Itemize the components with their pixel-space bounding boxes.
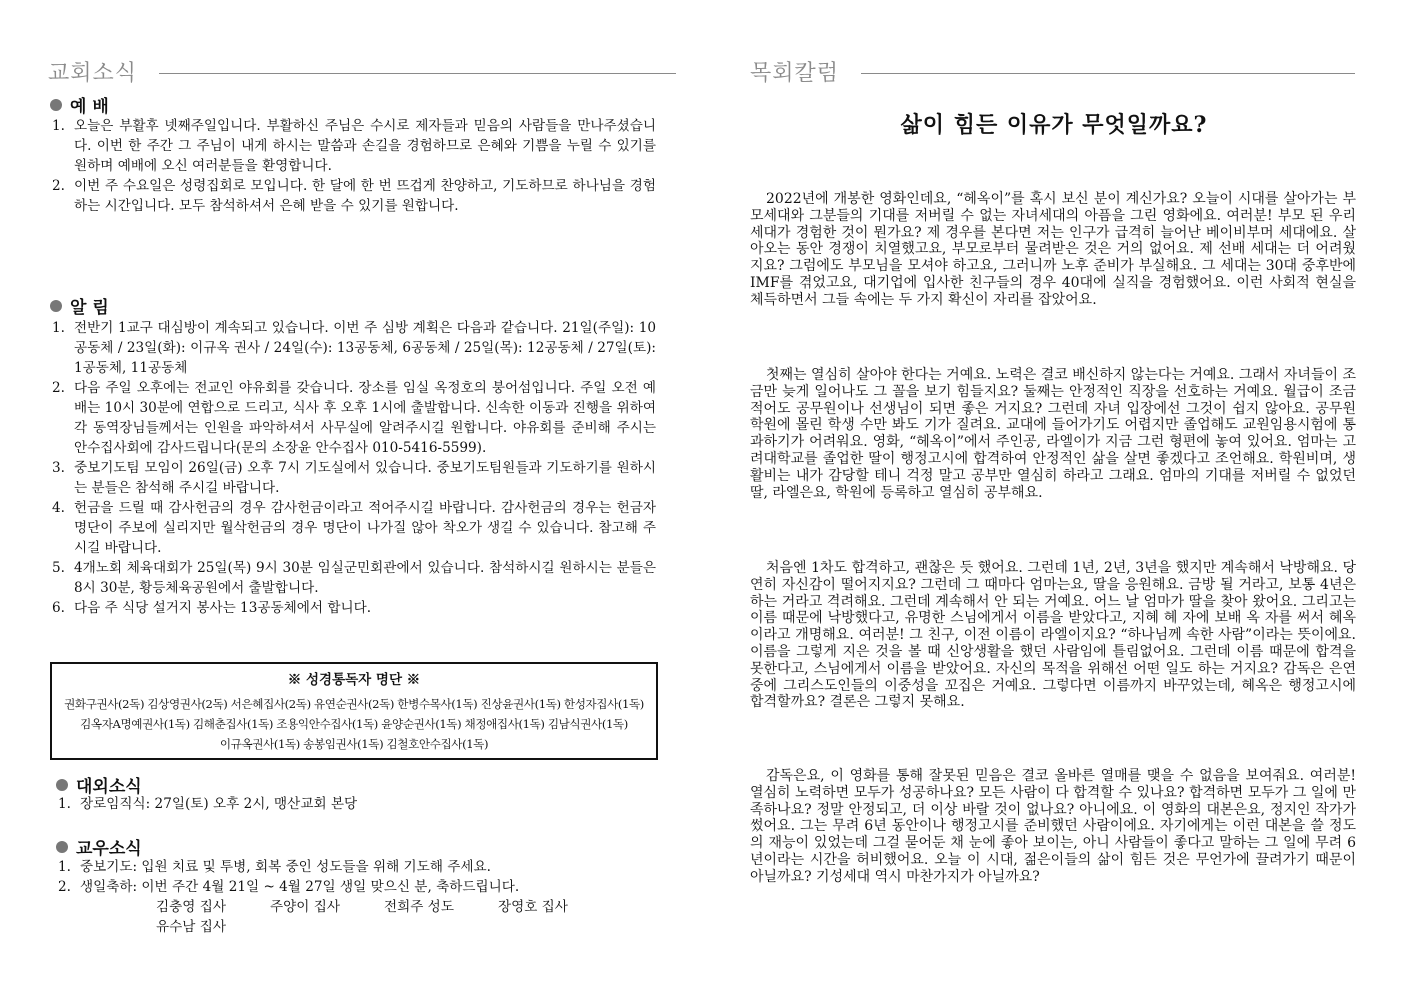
list-item: 1. 전반기 1교구 대심방이 계속되고 있습니다. 이번 주 심방 계획은 다음과 같습니다. 21일(주일): 10공동체 / 23일(화): 이규옥 권사 / 24일(수): 13공동체, 6공동체 / 25일(목): 12공동체 / 27일(토): 1공동체, 11공동체: [52, 320, 656, 376]
bullet-dot-icon: [56, 841, 68, 853]
worship-heading: 예 배: [50, 92, 109, 117]
birthday-names-row: 김충영 집사 주양이 집사 전희주 성도 장영호 집사: [156, 899, 568, 915]
list-item: 1. 장로임직식: 27일(토) 오후 2시, 맹산교회 본당: [58, 796, 358, 812]
pastor-column-header: [750, 54, 1355, 88]
list-item: 2. 생일축하: 이번 주간 4월 21일 ~ 4월 27일 생일 맞으신 분, 축하드립니다.: [58, 879, 520, 895]
column-paragraph: 첫째는 열심히 살아야 한다는 거예요. 노력은 결코 배신하지 않는다는 거예요. 그래서 자녀들이 조금만 늦게 일어나도 그 꼴을 보기 힘들지요? 둘째는 안정적인 직장을 선호하는 거예요. 월급이 조금 적어도 공무원이나 선생님이 되면 좋은 거지요? 그런데 자녀 입장에선 그것이 쉽지 않아요. 공무원 학원에 몰린 학생 수만 봐도 기가 질려요. 교대에 들어가기도 어렵지만 졸업해도 교원임용시험에 통과하기가 어려워요. 영화, “헤옥이”에서 주인공, 라엘이가 지금 그런 형편에 놓여 있어요. 엄마는 고려대학교를 졸업한 딸이 행정고시에 합격하여 안정적인 삶을 살면 좋겠다고 조언해요. 학원비며, 생활비는 내가 감당할 테니 걱정 말고 공부만 열심히 하라고 그래요. 엄마의 기대를 저버릴 수 없었던 딸, 라엘은요, 학원에 등록하고 열심히 공부해요.: [750, 367, 1356, 501]
pastor-column-section-title: 목회칼럼: [750, 60, 840, 86]
header-rule: [159, 73, 676, 74]
notices-list: [50, 318, 656, 618]
members-list: [56, 857, 656, 897]
list-item: 3. 중보기도팀 모임이 26일(금) 오후 7시 기도실에서 있습니다. 중보기도팀원들과 기도하기를 원하시는 분들은 참석해 주시길 바랍니다.: [52, 460, 656, 496]
list-item: 2. 이번 주 수요일은 성령집회로 모입니다. 한 달에 한 번 뜨겁게 찬양하고, 기도하므로 하나님을 경험하는 시간입니다. 모두 참석하셔서 은혜 받을 수 있기를 원합니다.: [52, 178, 656, 214]
list-item: 5. 4개노회 체육대회가 25일(목) 9시 30분 임실군민회관에서 있습니다. 참석하시길 원하시는 분들은 8시 30분, 황등체육공원에서 출발합니다.: [52, 560, 656, 596]
list-item: 6. 다음 주 식당 설거지 봉사는 13공동체에서 합니다.: [52, 600, 372, 616]
list-item: 2. 다음 주일 오후에는 전교인 야유회를 갖습니다. 장소를 임실 옥정호의 붕어섬입니다. 주일 오전 예배는 10시 30분에 연합으로 드리고, 식사 후 오후 1시에 출발합니다. 신속한 이동과 진행을 위하여 각 동역장님들께서는 인원을 파악하셔서 사무실에 알려주시길 원합니다. 야유회를 준비해 주시는 안수집사회에 감사드립니다(문의 소장윤 안수집사 010-5416-5599).: [52, 380, 656, 456]
bible-box-line: 권화구권사(2독) 김상영권사(2독) 서은혜집사(2독) 유연순권사(2독) 한병수목사(1독) 진상윤권사(1독) 한성자집사(1독): [64, 697, 644, 711]
bullet-dot-icon: [56, 779, 68, 791]
bible-reading-box: [50, 662, 658, 760]
bullet-dot-icon: [50, 300, 62, 312]
bible-box-title: ※ 성경통독자 명단 ※: [287, 672, 421, 688]
bible-box-line: 김옥자A명예권사(1독) 김해춘집사(1독) 조용익안수집사(1독) 윤양순권사(1독) 채정애집사(1독) 김남식권사(1독): [80, 717, 628, 731]
header-rule: [861, 73, 1355, 74]
list-item: 1. 오늘은 부활후 넷째주일입니다. 부활하신 주님은 수시로 제자들과 믿음의 사람들을 만나주셨습니다. 이번 한 주간 그 주님이 내게 하시는 말씀과 손길을 경험하므로 은혜와 기쁨을 누릴 수 있기를 원하며 예배에 오신 여러분들을 환영합니다.: [52, 118, 656, 174]
church-news-header: [48, 54, 676, 88]
members-heading: 교우소식: [56, 834, 142, 859]
column-paragraph: 2022년에 개봉한 영화인데요, “헤옥이”를 혹시 보신 분이 계신가요? 오늘이 시대를 살아가는 부모세대와 그분들의 기대를 저버릴 수 없는 자녀세대의 아픔을 그린 영화에요. 여러분! 부모 된 우리 세대가 경험한 것이 뭔가요? 제 경우를 본다면 저는 인구가 급격히 늘어난 베이비부머 세대에요. 살아오는 동안 경쟁이 치열했고요, 부모로부터 물려받은 것은 거의 없어요. 제 선배 세대는 더 어려웠지요? 그럼에도 부모님을 모셔야 하고요, 그러니까 노후 준비가 부실해요. 그 세대는 30대 중후반에 IMF를 겪었고요, 대기업에 입사한 친구들의 경우 40대에 실직을 경험했어요. 이런 사회적 현실을 체득하면서 그들 속에는 두 가지 확신이 자리를 잡았어요.: [750, 191, 1356, 308]
column-paragraph: 감독은요, 이 영화를 통해 잘못된 믿음은 결코 올바른 열매를 맺을 수 없음을 보여줘요. 여러분! 열심히 노력하면 모두가 성공하나요? 모든 사람이 다 합격할 수 있나요? 합격하면 모두가 그 일에 만족하나요? 정말 안정되고, 더 이상 바랄 것이 없나요? 아니에요. 이 영화의 대본은요, 정지인 작가가 썼어요. 그는 무려 6년 동안이나 행정고시를 준비했던 사람이에요. 자기에게는 이런 대본을 쓸 정도의 재능이 있었는데 그걸 묻어둔 채 눈에 좋아 보이는, 아니 사람들이 좋다고 말하는 그 일에 무려 6년이라는 시간을 허비했어요. 오늘 이 시대, 젊은이들의 삶이 힘든 것은 무언가에 끌려가기 때문이 아닐까요? 기성세대 역시 마찬가지가 아닐까요?: [750, 768, 1356, 885]
column-title: 삶이 힘든 이유가 무엇일까요?: [900, 112, 1208, 138]
notices-heading: 알 림: [50, 293, 109, 318]
birthday-names-row: 유수남 집사: [156, 919, 226, 935]
column-paragraph: 처음엔 1차도 합격하고, 괜찮은 듯 했어요. 그런데 1년, 2년, 3년을 했지만 계속해서 낙방해요. 당연히 자신감이 떨어지지요? 그런데 그 때마다 엄마는요, 딸을 응원해요. 금방 될 거라고, 보통 4년은 하는 거라고 격려해요. 그런데 계속해서 안 되는 거예요. 어느 날 엄마가 딸을 찾아 왔어요. 그리고는 이름 때문에 낙방했다고, 유명한 스님에게서 이름을 받았다고, 지혜 혜 자에 보배 옥 자를 써서 혜옥이라고 개명해요. 여러분! 그 친구, 이전 이름이 라엘이지요? “하나님께 속한 사람”이라는 뜻이에요. 이름을 그렇게 지은 것을 볼 때 신앙생활을 했던 사람임에 틀림없어요. 그런데 이름 때문에 합격을 못한다고, 스님에게서 이름을 받았어요. 자신의 목적을 위해선 어떤 일도 하는 거지요? 감독은 은연중에 그리스도인들의 이중성을 꼬집은 거예요. 그렇다면 이름까지 바꾸었는데, 혜옥은 행정고시에 합격할까요? 결론은 그렇지 못해요.: [750, 560, 1356, 711]
bible-box-line: 이규옥권사(1독) 송봉임권사(1독) 김철호안수집사(1독): [219, 737, 489, 751]
list-item: 1. 중보기도: 입원 치료 및 투병, 회복 중인 성도들을 위해 기도해 주세요.: [58, 859, 491, 875]
church-news-title: 교회소식: [48, 60, 138, 86]
bullet-dot-icon: [50, 99, 62, 111]
list-item: 4. 헌금을 드릴 때 감사헌금의 경우 감사헌금이라고 적어주시길 바랍니다. 감사헌금의 경우는 헌금자 명단이 주보에 실리지만 월삭헌금의 경우 명단이 나가질 않아 착오가 생길 수 있습니다. 참고해 주시길 바랍니다.: [52, 500, 656, 556]
external-list: [56, 794, 656, 814]
external-heading: 대외소식: [56, 772, 142, 797]
worship-list: [50, 116, 656, 216]
